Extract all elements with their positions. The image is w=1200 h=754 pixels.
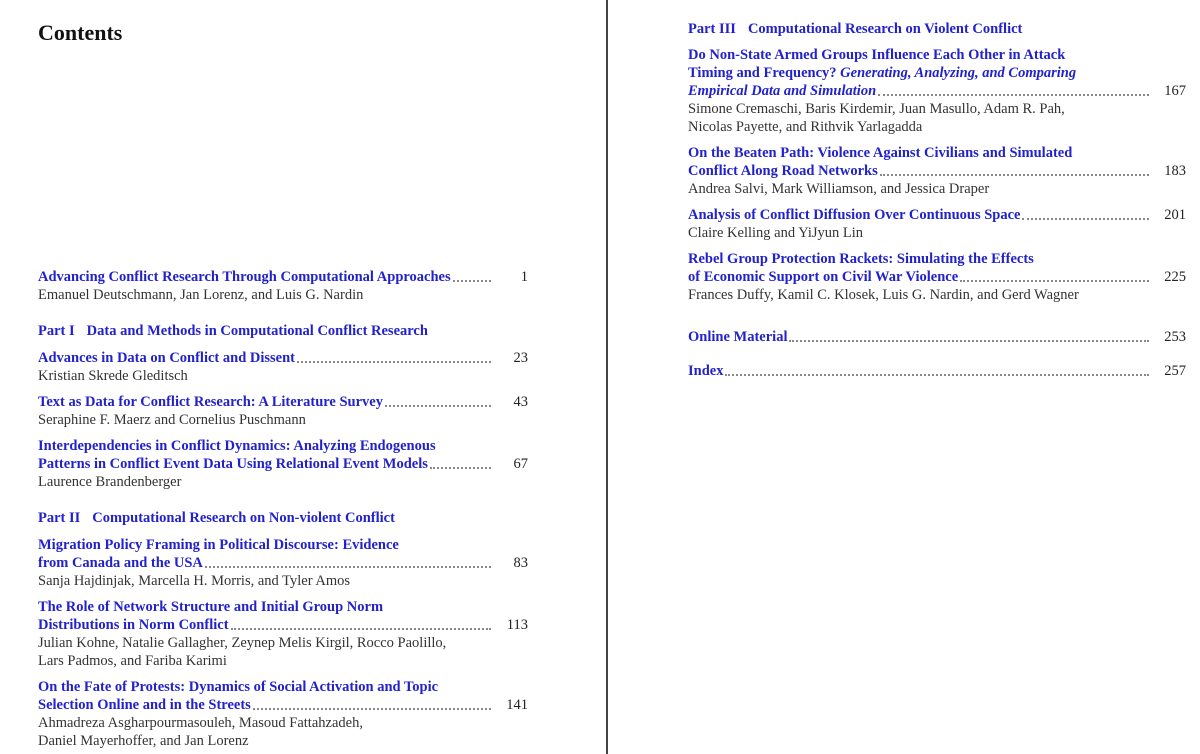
page-number: 141 (506, 697, 528, 713)
chapter-title-link[interactable]: of Economic Support on Civil War Violence (688, 269, 959, 285)
part-number: Part I (38, 323, 75, 339)
toc-entry (38, 598, 528, 670)
chapter-authors: Seraphine F. Maerz and Cornelius Puschmann (38, 412, 306, 428)
chapter-authors: Kristian Skrede Gleditsch (38, 368, 188, 384)
toc-right-column (688, 20, 1186, 380)
toc-entry (688, 250, 1186, 304)
dot-leader (205, 566, 491, 568)
page-number: 253 (1164, 329, 1186, 345)
chapter-authors: Claire Kelling and YiJyun Lin (688, 225, 864, 241)
chapter-title-link[interactable]: Advances in Data on Conflict and Dissent (38, 350, 295, 366)
page-number: 183 (1164, 163, 1186, 179)
toc-entry-index (688, 362, 1186, 380)
page-number: 113 (506, 617, 528, 633)
chapter-title-link[interactable]: Rebel Group Protection Rackets: Simulating the Effects (688, 251, 1034, 267)
toc-entry (38, 678, 528, 750)
dot-leader (231, 628, 491, 630)
dot-leader (1022, 218, 1149, 220)
dot-leader (878, 94, 1149, 96)
title-segment-italic: Generating, Analyzing, and Comparing (840, 65, 1077, 81)
chapter-authors: Emanuel Deutschmann, Jan Lorenz, and Luis G. Nardin (38, 287, 364, 303)
toc-entry (688, 206, 1186, 242)
title-segment: Timing and Frequency? (688, 65, 837, 81)
contents-heading: Contents (38, 20, 123, 45)
toc-entry (688, 46, 1186, 136)
chapter-title-link[interactable]: Analysis of Conflict Diffusion Over Continuous Space (688, 207, 1021, 223)
index-link[interactable]: Index (688, 363, 724, 379)
dot-leader (385, 405, 491, 407)
page-number: 201 (1164, 207, 1186, 223)
chapter-title-link[interactable]: Selection Online and in the Streets (38, 697, 251, 713)
chapter-authors: Andrea Salvi, Mark Williamson, and Jessica Draper (688, 181, 990, 197)
chapter-authors: Simone Cremaschi, Baris Kirdemir, Juan Masullo, Adam R. Pah, (688, 101, 1065, 117)
chapter-title-link[interactable]: Do Non-State Armed Groups Influence Each Other in Attack (688, 47, 1066, 63)
page-number: 23 (513, 350, 528, 366)
chapter-title-link[interactable]: The Role of Network Structure and Initial Group Norm (38, 599, 384, 615)
page-number: 257 (1164, 363, 1186, 379)
part-title: Computational Research on Violent Conflict (747, 21, 1023, 37)
toc-entry (38, 393, 528, 429)
page-number: 67 (513, 456, 528, 472)
chapter-authors: Julian Kohne, Natalie Gallagher, Zeynep Melis Kirgil, Rocco Paolillo, (38, 635, 447, 651)
chapter-title-link[interactable]: Migration Policy Framing in Political Discourse: Evidence (38, 537, 399, 553)
chapter-authors: Lars Padmos, and Fariba Karimi (38, 653, 227, 669)
chapter-title-link[interactable]: Conflict Along Road Networks (688, 163, 878, 179)
toc-entry-intro (38, 268, 528, 304)
dot-leader (297, 361, 491, 363)
chapter-title-link[interactable]: Text as Data for Conflict Research: A Literature Survey (38, 394, 383, 410)
online-material-link[interactable]: Online Material (688, 329, 788, 345)
chapter-authors: Nicolas Payette, and Rithvik Yarlagadda (688, 119, 923, 135)
chapter-authors: Daniel Mayerhoffer, and Jan Lorenz (38, 733, 249, 749)
chapter-title-link[interactable]: On the Fate of Protests: Dynamics of Social Activation and Topic (38, 679, 439, 695)
right-page (608, 0, 1200, 754)
chapter-title-link[interactable]: Patterns in Conflict Event Data Using Relational Event Models (38, 456, 428, 472)
part-heading-3[interactable] (688, 20, 1186, 38)
part-heading-1[interactable] (38, 322, 528, 340)
chapter-title-link[interactable] (688, 82, 876, 100)
dot-leader (960, 280, 1149, 282)
dot-leader (253, 708, 491, 710)
chapter-title-link[interactable]: Advancing Conflict Research Through Computational Approaches (38, 269, 451, 285)
chapter-title-link[interactable]: from Canada and the USA (38, 555, 203, 571)
chapter-title-link[interactable]: On the Beaten Path: Violence Against Civilians and Simulated (688, 145, 1073, 161)
toc-entry (38, 536, 528, 590)
part-title: Computational Research on Non-violent Conflict (92, 510, 395, 526)
dot-leader (453, 280, 491, 282)
part-number: Part II (38, 510, 81, 526)
page-number: 83 (513, 555, 528, 571)
dot-leader (880, 174, 1149, 176)
chapter-title-link[interactable]: Distributions in Norm Conflict (38, 617, 229, 633)
chapter-authors: Sanja Hajdinjak, Marcella H. Morris, and Tyler Amos (38, 573, 351, 589)
toc-entry-online-material (688, 328, 1186, 346)
page-number: 167 (1164, 83, 1186, 99)
chapter-authors: Ahmadreza Asgharpourmasouleh, Masoud Fattahzadeh, (38, 715, 363, 731)
dot-leader (789, 340, 1149, 342)
toc-entry (38, 437, 528, 491)
part-number: Part III (688, 21, 736, 37)
dot-leader (430, 467, 491, 469)
toc-left-column (38, 268, 528, 754)
dot-leader (725, 374, 1149, 376)
part-heading-2[interactable] (38, 509, 528, 527)
chapter-title-link[interactable] (688, 64, 1186, 82)
page-number: 1 (520, 269, 528, 285)
toc-entry (688, 144, 1186, 198)
chapter-authors: Laurence Brandenberger (38, 474, 182, 490)
part-title: Data and Methods in Computational Conflict Research (86, 323, 428, 339)
toc-entry (38, 349, 528, 385)
page-number: 43 (513, 394, 528, 410)
title-segment-italic: Empirical Data and Simulation (688, 83, 877, 99)
page-number: 225 (1164, 269, 1186, 285)
chapter-title-link[interactable]: Interdependencies in Conflict Dynamics: Analyzing Endogenous (38, 438, 436, 454)
chapter-authors: Frances Duffy, Kamil C. Klosek, Luis G. Nardin, and Gerd Wagner (688, 287, 1079, 303)
